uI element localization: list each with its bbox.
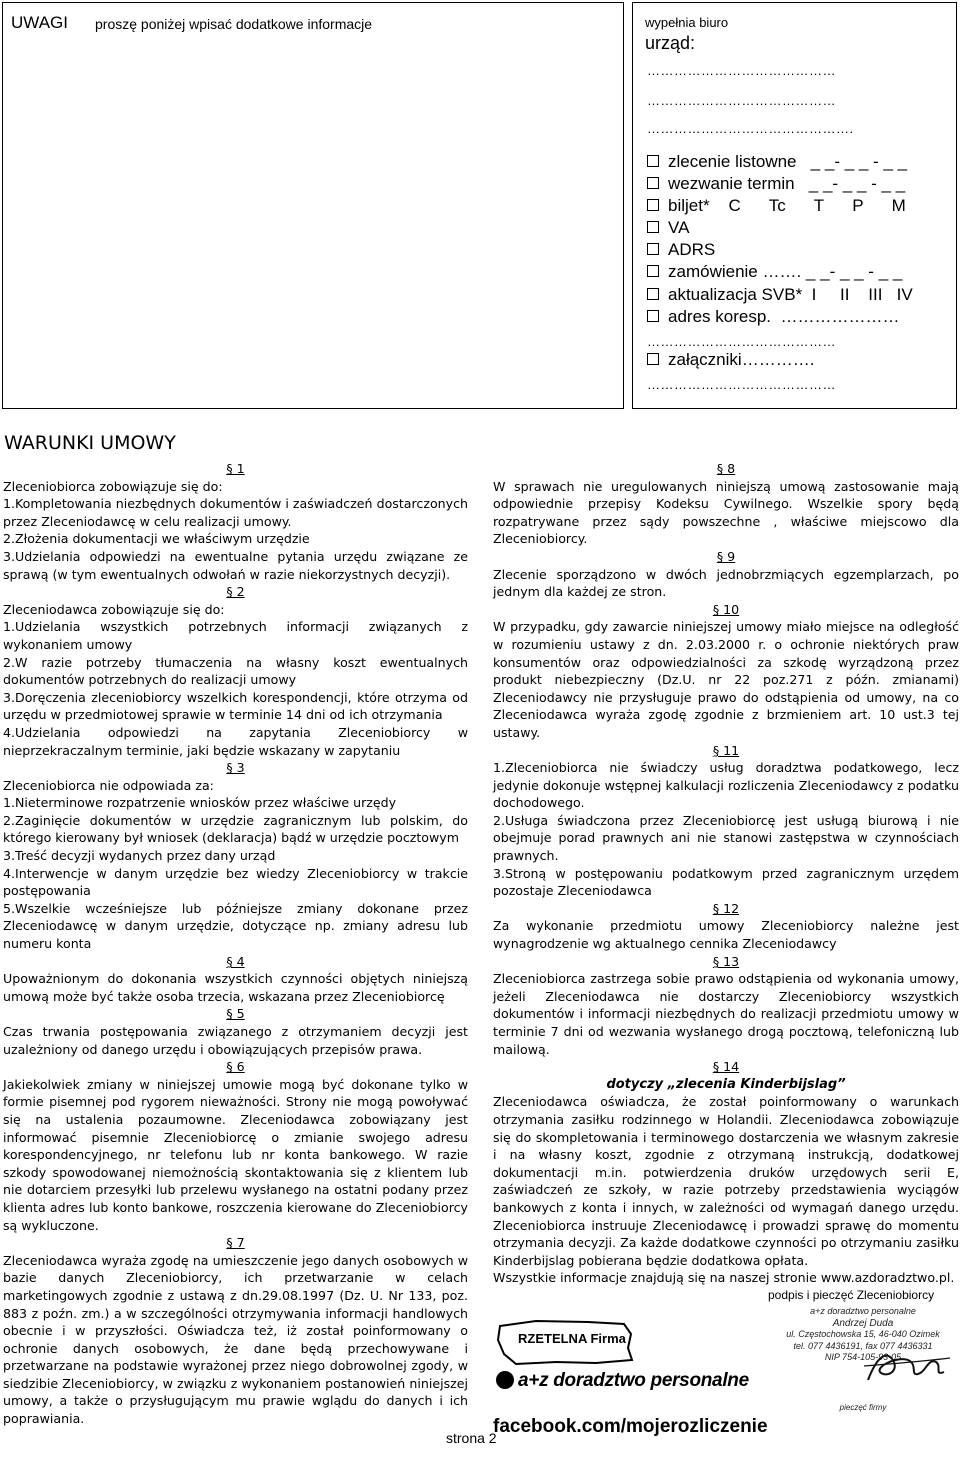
paragraph: 3.Doręczenia zleceniobiorcy wszelkich korespondencji, które otrzyma od urzędu w przedmiotowej sprawie w terminie 14 dni od ich otrzymania [3,689,468,723]
terms-right-column [493,460,959,1287]
paragraph: 1.Zleceniobiorca nie świadczy usług doradztwa podatkowego, lecz jedynie dokonuje wstępnej kalkulacji rozliczenia Zleceniodawcy z podatku dochodowego. [493,760,959,811]
stamp-footer: pieczęć firmy [839,1403,887,1412]
handwritten-signature [768,1346,958,1386]
checkbox-icon[interactable] [647,177,659,189]
paragraph: 3.Treść decyzji wydanych przez dany urząd [3,848,276,864]
paragraph: Zleceniobiorca nie odpowiada za: [3,777,214,793]
paragraph: Zleceniobiorca zastrzega sobie prawo odstąpienia od wykonania umowy, jeżeli Zleceniodawca nie dostarczy Zleceniobiorcy wszystkich dokumentów i informacji niezbędnych do realizacji przedmiotu umowy w terminie 7 dni od wezwania wysłanego drogą pocztową, telefoniczną lub mailową. [493,971,959,1057]
notes-title: UWAGI [11,13,68,32]
paragraph: Czas trwania postępowania związanego z otrzymaniem decyzji jest uzależniony od danego urzędu i obowiązujących przepisów prawa. [3,1024,468,1057]
paragraph: 3.Stroną w postępowaniu podatkowym przed zagranicznym urzędem pozostaje Zleceniodawca [493,865,959,899]
paragraph: 1.Kompletowania niezbędnych dokumentów i zaświadczeń dostarczonych przez Zleceniodawcę w celu realizacji umowy. [3,496,468,529]
paragraph: Wszystkie informacje znajdują się na naszej stronie www.azdoradztwo.pl. [493,1270,955,1286]
checkbox-icon[interactable] [647,221,659,233]
paragraph: Zlecenie sporządzono w dwóch jednobrzmiących egzemplarzach, po jednym dla każdej ze stron. [493,566,959,600]
office-line-4[interactable]: …………………………………… [647,334,836,349]
checkbox-icon[interactable] [647,265,659,277]
notes-box[interactable] [2,2,624,409]
signature-area [490,1270,960,1435]
section-number: § 11 [712,742,740,758]
office-name-label: urząd: [645,33,696,53]
section-number: § 10 [712,601,740,617]
paragraph: 4.Udzielania odpowiedzi na zapytania Zleceniobiorcy w nieprzekraczalnym terminie, jaki będzie wskazany w zapytaniu [3,724,468,758]
section-number: § 8 [716,461,736,476]
checkbox-zlecenie-listowne[interactable] [647,152,907,172]
option-label: adres koresp. ………………… [668,307,900,326]
stamp-line: ul. Częstochowska 15, 46-040 Ozimek [786,1329,940,1339]
rzetelna-firma-text: RZETELNA Firma [518,1331,626,1346]
stamp-line: a+z doradztwo personalne [810,1306,916,1316]
paragraph: Za wykonanie przedmiotu umowy Zleceniobiorcy należne jest wynagrodzenie wg aktualnego cennika Zleceniodawcy [493,918,959,952]
stamp-line: tel. 077 4436191, fax 077 4436331 [793,1340,933,1351]
facebook-link[interactable]: facebook.com/mojerozliczenie [493,1416,768,1437]
company-stamp [768,1306,958,1418]
paragraph: Zleceniodawca zobowiązuje się do: [3,601,225,617]
paragraph: Zleceniodawca oświadcza, że został poinformowany o warunkach otrzymania zasiłku rodzinnego w Holandii. Zleceniodawca zobowiązuje się do skompletowania i terminowego dostarczenia we własnym zakresie i na własny koszt, zgodnie z otrzymaną instrukcją, dodatkowej dokumentacji m.in. potwierdzenia druków urzędowych serii E, zaświadczeń ze szkoły, w razie potrzeby przedstawienia wyciągów bankowych z konta i innych, w zależności od wymagań danego urzędu. Zleceniobiorca instruuje Zleceniodawcę i prowadzi sprawę do momentu otrzymania decyzji. Za każde dodatkowe czynności po otrzymaniu zasiłku Kinderbijslag pobierana będzie dodatkowa opłata. [493,1094,959,1268]
company-logo-text: a+z doradztwo personalne [518,1370,749,1391]
paragraph: 3.Udzielania odpowiedzi na ewentualne pytania urzędu związane ze sprawą (w tym ewentualnych odwołań w razie niekorzystnych decyzji). [3,548,468,582]
checkbox-biljet[interactable] [647,196,906,216]
checkbox-wezwanie-termin[interactable] [647,174,905,194]
option-label: ADRS [668,240,716,259]
section-heading: dotyczy „zlecenia Kinderbijslag” [606,1076,846,1092]
paragraph: 1.Nieterminowe rozpatrzenie wniosków przez właściwe urzędy [3,795,397,811]
checkbox-icon[interactable] [647,310,659,322]
office-line-5[interactable]: …………………………………… [647,377,836,392]
office-line-1[interactable]: …………………………………… [647,63,836,78]
page-number: strona 2 [446,1430,497,1446]
option-label: załączniki…………. [668,350,815,369]
rzetelna-firma-logo [496,1318,636,1366]
paragraph: 5.Wszelkie wcześniejsze lub późniejsze zmiany dokonane przez Zleceniodawcę w danym urzędzie, dotyczące np. zmiany adresu lub numeru konta [3,900,468,952]
checkbox-adres-koresp[interactable] [647,307,899,327]
section-number: § 12 [712,900,740,916]
section-number: § 2 [226,584,245,600]
checkbox-icon[interactable] [647,353,659,365]
section-number: § 5 [226,1006,245,1022]
paragraph: 2.Usługa świadczona przez Zleceniobiorcę jest usługą biurową i nie obejmuje porad prawnych ani nie stanowi zastępstwa w czynnościach prawnych. [493,812,959,864]
checkbox-icon[interactable] [647,288,659,300]
section-number: § 7 [226,1235,245,1251]
company-logo [496,1370,749,1392]
checkbox-va[interactable] [647,218,689,238]
paragraph: Zleceniobiorca zobowiązuje się do: [3,478,223,494]
office-label: wypełnia biuro [645,15,729,30]
checkbox-icon[interactable] [647,155,659,167]
option-label: aktualizacja SVB* I II III IV [668,285,913,304]
option-label: zamówienie ……. _ _- _ _ - _ _ [668,262,903,281]
signature-label: podpis i pieczęć Zleceniobiorcy [768,1288,935,1302]
stamp-line: NIP 754-105-93-05 [824,1352,902,1362]
checkbox-zamowienie[interactable] [647,262,902,282]
paragraph: 2.Zaginięcie dokumentów w urzędzie zagranicznym lub polskim, do którego kierowany był wniosek (deklaracja) bądź w urzędzie pocztowym [3,812,468,846]
office-box [632,2,957,409]
paragraph: 4.Interwencje w danym urzędzie bez wiedzy Zleceniobiorcy w trakcie postępowania [3,865,468,899]
paragraph: 2.W razie potrzeby tłumaczenia na własny koszt ewentualnych dokumentów potrzebnych do realizacji umowy [3,654,468,688]
section-number: § 3 [226,760,245,776]
paragraph: Jakiekolwiek zmiany w niniejszej umowie mogą być dokonane tylko w formie pisemnej pod rygorem nieważności. Strony nie mogą powoływać się na ustalenia pozaumowne. Zleceniodawca zobowiązany jest informować pisemnie Zleceniobiorcę o zmianie swojego adresu korespondencyjnego, nr telefonu lub nr konta bankowego. W razie szkody spowodowanej niemożnością skontaktowania się z klientem lub nie dotarciem przesyłki lub przelewu wysłanego na ostatni podany przez klienta adres lub konto bankowe, roszczenia kierowane do Zleceniobiorcy są wykluczone. [3,1076,468,1233]
option-label: VA [668,218,690,237]
paragraph: 2.Złożenia dokumentacji we właściwym urzędzie [3,531,310,547]
option-label: biljet* C Tc T P M [668,196,906,215]
section-number: § 13 [712,953,740,969]
checkbox-icon[interactable] [647,199,659,211]
checkbox-icon[interactable] [647,243,659,255]
notes-subtitle: proszę poniżej wpisać dodatkowe informacje [95,16,373,32]
checkbox-adrs[interactable] [647,240,715,260]
terms-heading: WARUNKI UMOWY [4,432,176,454]
option-label: wezwanie termin _ _- _ _ - _ _ [668,174,906,193]
paragraph: Upoważnionym do dokonania wszystkich czynności objętych niniejszą umową może być także osoba trzecia, wskazana przez Zleceniobiorcę [3,971,468,1004]
office-line-2[interactable]: …………………………………… [647,93,836,108]
paragraph: 1.Udzielania wszystkich potrzebnych informacji związanych z wykonaniem umowy [3,619,468,652]
section-number: § 9 [716,548,736,564]
logo-icon [496,1371,514,1389]
terms-left-column [3,460,468,1428]
section-number: § 6 [226,1059,245,1075]
stamp-name: Andrzej Duda [832,1317,894,1329]
office-line-3[interactable]: ………………………………………. [647,121,854,136]
section-number: § 4 [226,953,245,969]
checkbox-aktualizacja-svb[interactable] [647,285,913,305]
section-number: § 14 [712,1059,740,1075]
paragraph: Zleceniodawca wyraża zgodę na umieszczenie jego danych osobowych w bazie danych Zleceniobiorcy, ich przetwarzanie w celach marketingowych zgodnie z ustawą z dn.29.08.1997 (Dz. U. Nr 133, poz. 883 z poźn. zm.) a w szczególności otrzymywania informacji handlowych obecnie i w przyszłości. Oświadcza też, iż został poinformowany o ochronie danych osobowych, że dane będą przechowywane i przetwarzane na podstawie wyrażonej przez niego dobrowolnej zgody, w siedzibie Zleceniobiorcy, w związku z wykonaniem postanowień niniejszej umowy, a także o przysługującym mu prawie wglądu do danych i ich poprawiania. [3,1252,468,1427]
paragraph: W przypadku, gdy zawarcie niniejszej umowy miało miejsce na odległość w rozumieniu ustawy z dn. 2.03.2000 r. o ochronie niektórych praw konsumentów oraz odpowiedzialności za szkodę wyrządzoną przez produkt niebezpieczny (Dz.U. nr 22 poz.271 z późn. zmianami) Zleceniodawcy nie przysługuje prawo do odstąpienia od umowy, na co Zleceniodawca wyraża zgodę zgodnie z brzmieniem art. 10 ust.3 tej ustawy. [493,619,959,740]
option-label: zlecenie listowne _ _- _ _ - _ _ [668,152,908,171]
checkbox-zalaczniki[interactable] [647,350,814,370]
paragraph: W sprawach nie uregulowanych niniejszą umową zastosowanie mają odpowiednie przepisy Kodeksu Cywilnego. Wszelkie spory będą rozpatrywane przez sądy powszechne , właściwe miejscowo dla Zleceniobiorcy. [493,478,959,547]
section-number: § 1 [226,461,245,476]
